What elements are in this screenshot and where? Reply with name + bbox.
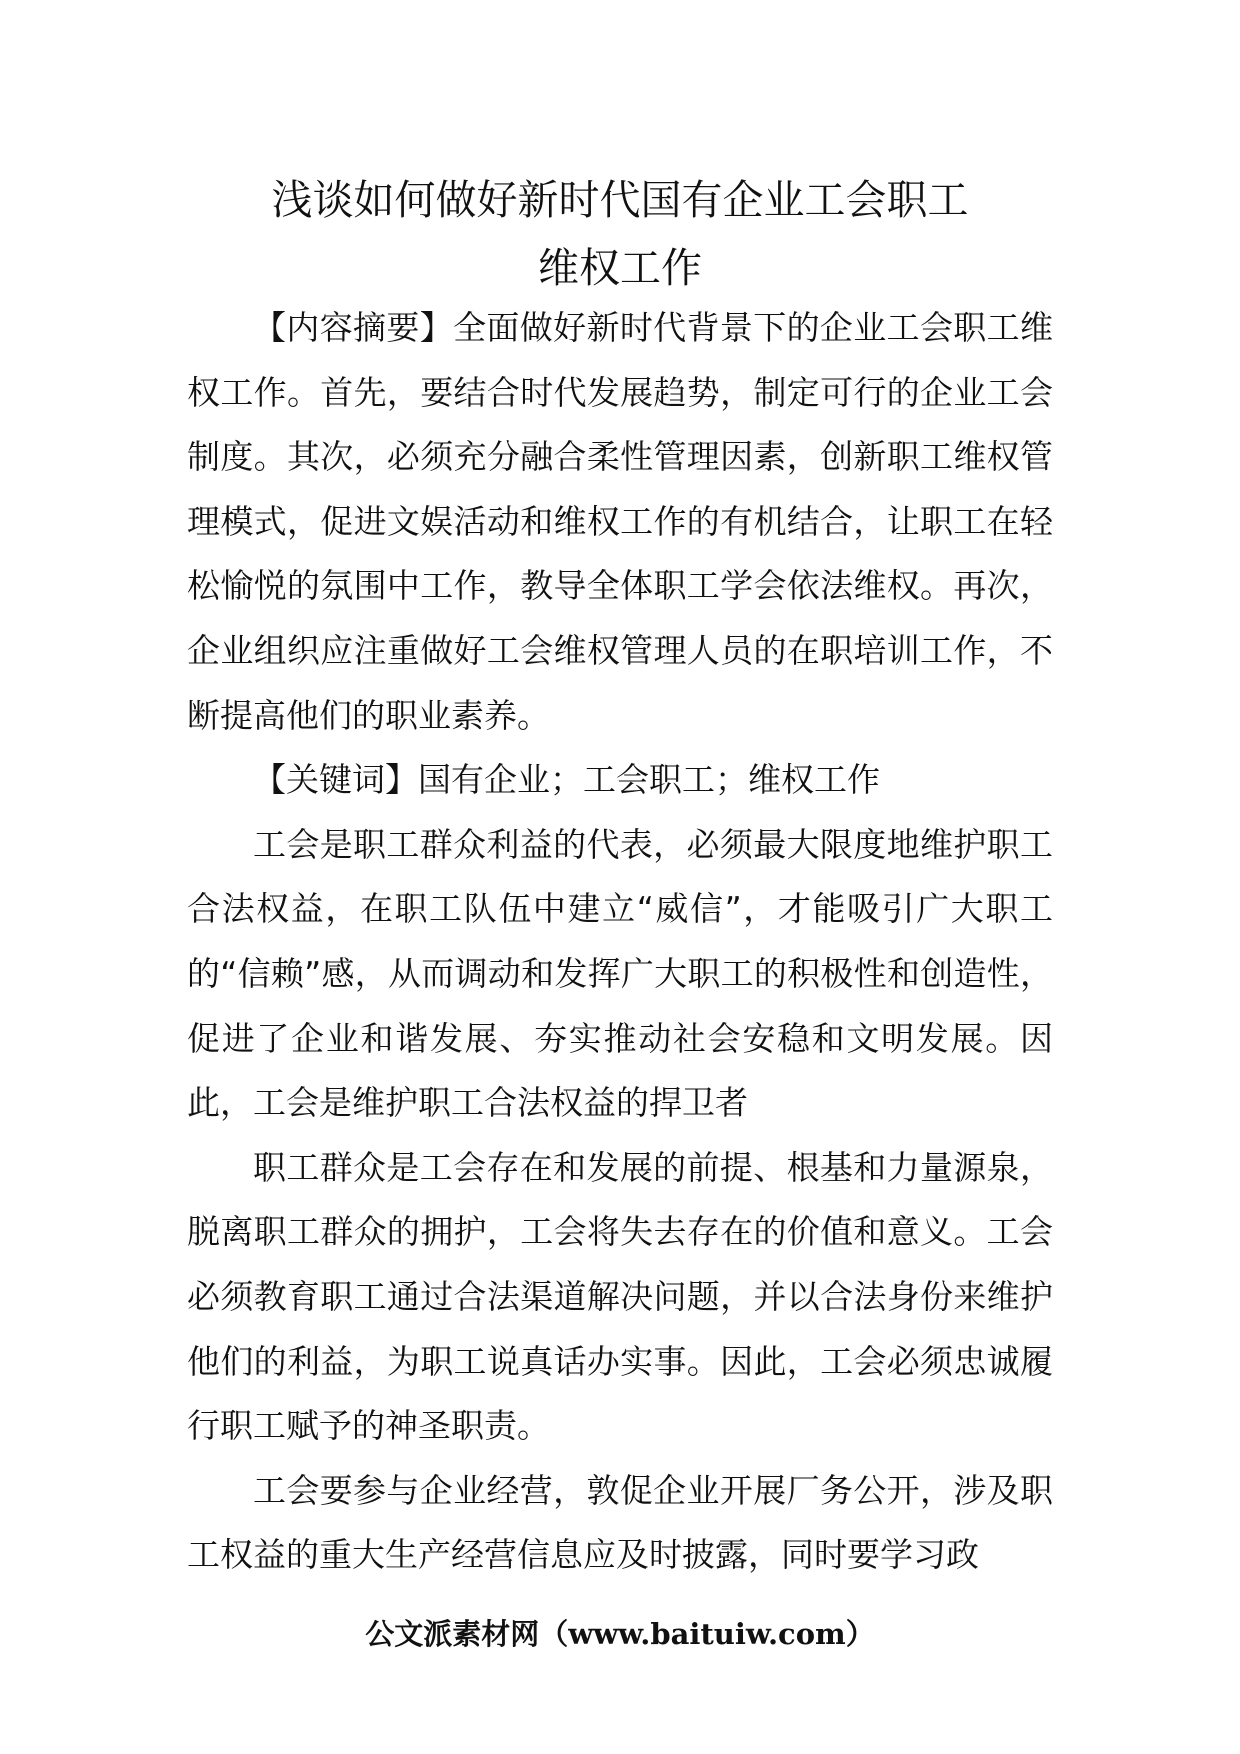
body-paragraph: 工会要参与企业经营，敦促企业开展厂务公开，涉及职工权益的重大生产经营信息应及时披露，同时要学习政 — [187, 1470, 1053, 1575]
document-body — [187, 296, 1053, 1588]
footer-watermark: 公文派素材网（www.baituiw.com） — [365, 1617, 875, 1651]
body-paragraph: 工会是职工群众利益的代表，必须最大限度地维护职工合法权益，在职工队伍中建立“威信”，才能吸引广大职工的“信赖”感，从而调动和发挥广大职工的积极性和创造性，促进了企业和谐发展、夯实推动社会安稳和文明发展。因此，工会是维护职工合法权益的捍卫者 — [187, 824, 1053, 1123]
body-paragraph: 职工群众是工会存在和发展的前提、根基和力量源泉，脱离职工群众的拥护，工会将失去存在的价值和意义。工会必须教育职工通过合法渠道解决问题，并以合法身份来维护他们的利益，为职工说真话办实事。因此，工会必须忠诚履行职工赋予的神圣职责。 — [187, 1147, 1053, 1446]
abstract-paragraph: 【内容摘要】全面做好新时代背景下的企业工会职工维权工作。首先，要结合时代发展趋势，制定可行的企业工会制度。其次，必须充分融合柔性管理因素，创新职工维权管理模式，促进文娱活动和维权工作的有机结合，让职工在轻松愉悦的氛围中工作，教导全体职工学会依法维权。再次，企业组织应注重做好工会维权管理人员的在职培训工作，不断提高他们的职业素养。 — [187, 308, 1053, 735]
document-title-line-1: 浅谈如何做好新时代国有企业工会职工 — [271, 176, 969, 224]
document-title-line-2: 维权工作 — [538, 244, 702, 292]
keywords-paragraph: 【关键词】国有企业；工会职工；维权工作 — [253, 760, 880, 800]
